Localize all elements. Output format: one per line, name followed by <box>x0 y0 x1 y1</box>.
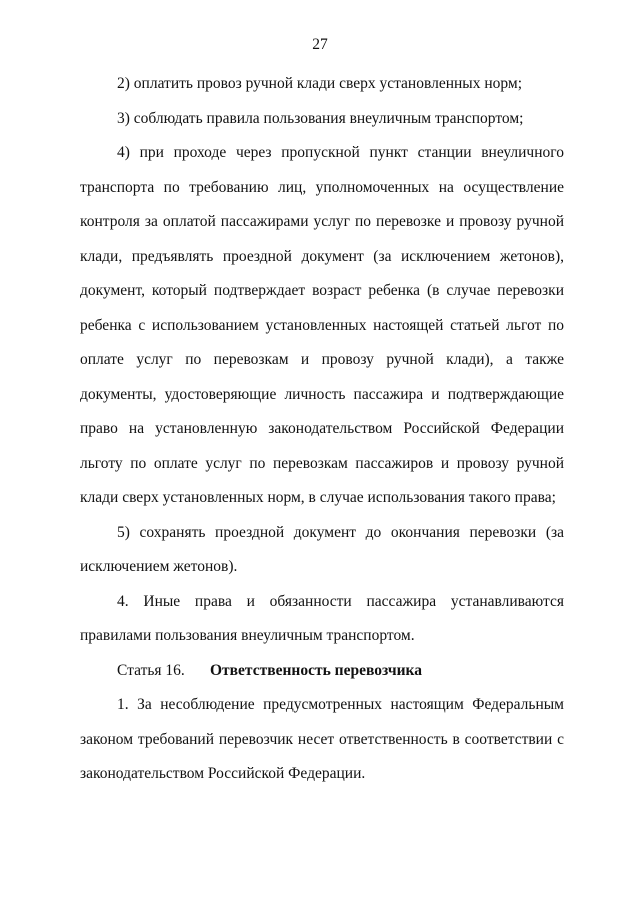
paragraph-part-4: 4. Иные права и обязанности пассажира устанавливаются правилами пользования внеуличным транспортом. <box>80 592 564 644</box>
article-heading <box>80 654 564 689</box>
paragraph-item-2: 2) оплатить провоз ручной клади сверх установленных норм; <box>117 75 523 92</box>
paragraph-item-5: 5) сохранять проездной документ до окончания перевозки (за исключением жетонов). <box>80 523 564 575</box>
paragraph-item-3: 3) соблюдать правила пользования внеуличным транспортом; <box>117 109 524 127</box>
article-paragraph-1: 1. За несоблюдение предусмотренных настоящим Федеральным законом требований перевозчик несет ответственность в соответствии с законодательством Российской Федерации. <box>80 696 564 782</box>
article-title: Ответственность перевозчика <box>210 661 423 679</box>
article-number: Статья 16. <box>117 661 185 679</box>
paragraph-item-4: 4) при проходе через пропускной пункт станции внеуличного транспорта по требованию лиц, уполномоченных на осуществление контроля за оплатой пассажирами услуг по перевозке и провозу ручной клади, предъявлять проездной документ (за исключением жетонов), документ, который подтверждает возраст ребенка (в случае перевозки ребенка с использованием установленных настоящей статьей льгот по оплате услуг по перевозкам и провозу ручной клади), а также документы, удостоверяющие личность пассажира и подтверждающие право на установленную законодательством Российской Федерации льготу по оплате услуг по перевозкам пассажиров и провозу ручной клади сверх установленных норм, в случае использования такого права; <box>80 144 564 506</box>
document-body <box>80 67 564 792</box>
page-number: 27 <box>312 36 328 53</box>
